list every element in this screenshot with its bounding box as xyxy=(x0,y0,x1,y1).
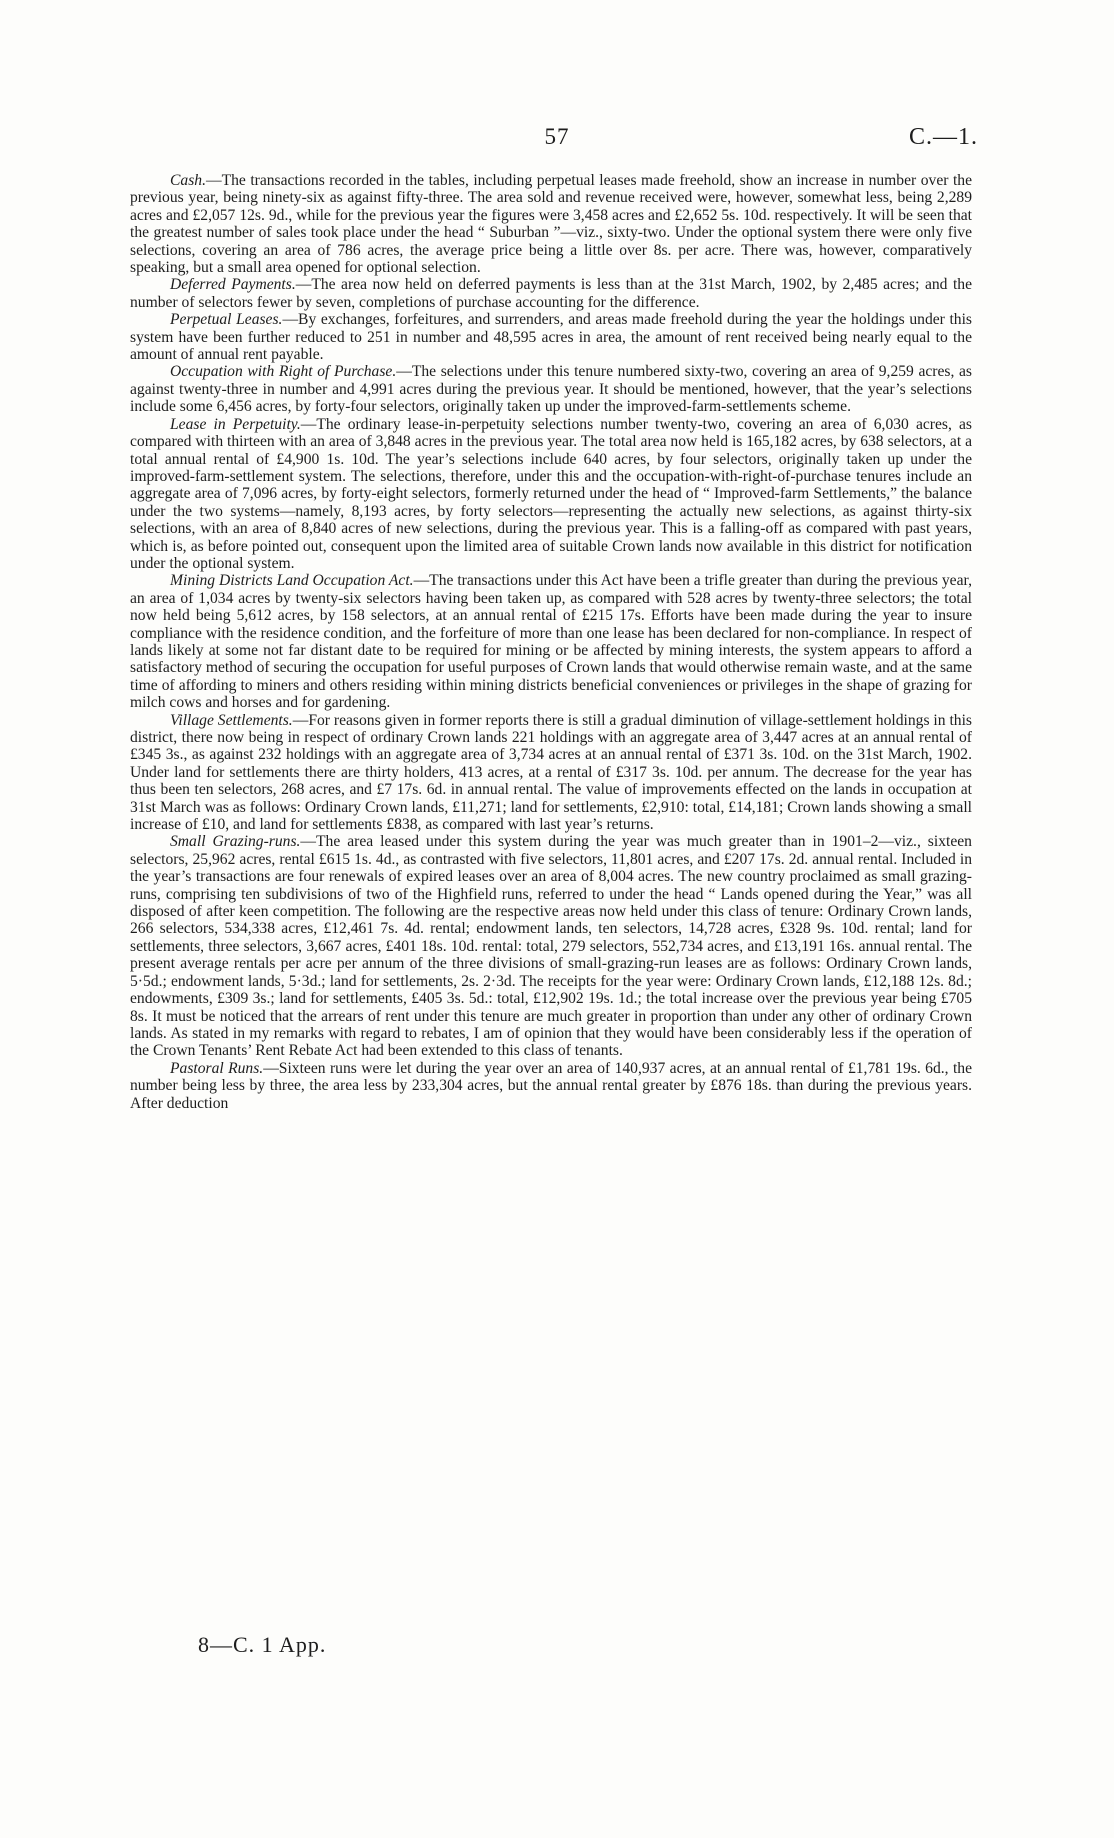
paragraph-heading: Mining Districts Land Occupation Act. xyxy=(170,572,414,590)
paragraph-heading: Deferred Payments. xyxy=(170,276,296,294)
paragraph-text: —The area leased under this system during the year was much greater than in 1901–2—viz., sixteen selectors, 25,962 acres, rental £615 1s. 4d., as contrasted with five selectors, 11,801 acres, and £207 17s. 2d. annual rental. Included in the year’s transactions are four renewals of expired leases over an area of 8,004 acres. The new country proclaimed as small grazing-runs, comprising ten subdivisions of two of the Highfield runs, referred to under the head “ Lands opened during the Year,” was all disposed of after keen competition. The following are the respective areas now held under this class of tenure: Ordinary Crown lands, 266 selectors, 534,338 acres, £12,461 7s. 4d. rental; endowment lands, ten selectors, 14,728 acres, £328 9s. 10d. rental; land for settlements, three selectors, 3,667 acres, £401 18s. 10d. rental: total, 279 selectors, 552,734 acres, and £13,191 16s. annual rental. The present average rentals per acre per annum of the three divisions of small-grazing-run leases are as follows: Ordinary Crown lands, 5·5d.; endowment lands, 5·3d.; land for settlements, 2s. 2·3d. The receipts for the year were: Ordinary Crown lands, £12,188 12s. 8d.; endowments, £309 3s.; land for settlements, £405 3s. 5d.: total, £12,902 19s. 1d.; the total increase over the previous year being £705 8s. It must be noticed that the arrears of rent under this tenure are much greater in proportion than under any other of ordinary Crown lands. As stated in my remarks with regard to rebates, I am of opinion that they would have been considerably less if the operation of the Crown Tenants’ Rent Rebate Act had been extended to this class of tenants. xyxy=(130,833,972,1060)
printer-signature-mark: 8—C. 1 App. xyxy=(198,1632,327,1657)
paragraph-heading: Small Grazing-runs. xyxy=(170,833,301,851)
paragraph-village-settlements xyxy=(130,712,972,834)
paragraph-small-grazing-runs xyxy=(130,833,972,1059)
paragraph-text: —By exchanges, forfeitures, and surrenders, and areas made freehold during the year the holdings under this system have been further reduced to 251 in number and 48,595 acres in area, the amount of rent received being nearly equal to the amount of annual rent payable. xyxy=(130,311,972,364)
paragraph-heading: Perpetual Leases. xyxy=(170,311,283,329)
paragraph-deferred-payments xyxy=(130,276,972,311)
paragraph-perpetual-leases xyxy=(130,311,972,363)
parliamentary-paper-reference: C.—1. xyxy=(908,124,978,150)
paragraph-text: —The area now held on deferred payments is less than at the 31st March, 1902, by 2,485 acres; and the number of selectors fewer by seven, completions of purchase accounting for the difference. xyxy=(130,276,972,311)
paragraph-heading: Lease in Perpetuity. xyxy=(170,415,301,433)
paragraph-heading: Occupation with Right of Purchase. xyxy=(170,363,397,381)
report-body xyxy=(130,172,972,1112)
page-number: 57 xyxy=(544,124,570,149)
paragraph-heading: Pastoral Runs. xyxy=(170,1059,264,1077)
paragraph-lease-in-perpetuity xyxy=(130,416,972,573)
paragraph-text: —The ordinary lease-in-perpetuity selections number twenty-two, covering an area of 6,030 acres, as compared with thirteen with an area of 3,848 acres in the previous year. The total area now held is 165,182 acres, by 638 selectors, at a total annual rental of £4,900 1s. 10d. The year’s selections include 640 acres, by four selectors, originally taken up under the improved-farm-settlement system. The selections, therefore, under this and the occupation-with-right-of-purchase tenures include an aggregate area of 7,096 acres, by forty-eight selectors, formerly returned under the head of “ Improved-farm Settlements,” the balance under the two systems—namely, 8,193 acres, by forty selectors—representing the actually new selections, as against thirty-six selections, with an area of 8,840 acres of new selections, during the previous year. This is a falling-off as compared with past years, which is, as before pointed out, consequent upon the limited area of suitable Crown lands now available in this district for notification under the optional system. xyxy=(130,415,972,572)
paragraph-heading: Cash. xyxy=(170,172,206,189)
paragraph-text: —The selections under this tenure numbered sixty-two, covering an area of 9,259 acres, as against twenty-three in number and 4,991 acres during the previous year. It should be mentioned, however, that the year’s selections include some 6,456 acres, by forty-four selectors, originally taken up under the improved-farm-settlements scheme. xyxy=(130,363,972,416)
paragraph-heading: Village Settlements. xyxy=(170,711,293,729)
paragraph-pastoral-runs xyxy=(130,1060,972,1112)
paragraph-occupation-right-of-purchase xyxy=(130,363,972,415)
paragraph-text: —The transactions recorded in the tables, including perpetual leases made freehold, show an increase in number over the previous year, being ninety-six as against fifty-three. The area sold and revenue received were, however, somewhat less, being 2,289 acres and £2,057 12s. 9d., while for the previous year the figures were 3,458 acres and £2,652 5s. 10d. respectively. It will be seen that the greatest number of sales took place under the head “ Suburban ”—viz., sixty-two. Under the optional system there were only five selections, covering an area of 786 acres, the average price being a little over 8s. per acre. There was, however, comparatively speaking, but a small area opened for optional selection. xyxy=(130,172,972,277)
paragraph-cash xyxy=(130,172,972,276)
paragraph-text: —The transactions under this Act have been a trifle greater than during the previous year, an area of 1,034 acres by twenty-six selectors having been taken up, as compared with 528 acres by twenty-three selectors; the total now held being 5,612 acres, by 158 selectors, at an annual rental of £215 17s. Efforts have been made during the year to insure compliance with the residence condition, and the forfeiture of more than one lease has been declared for non-compliance. In respect of lands likely at some not far distant date to be required for mining or be affected by mining interests, the system appears to afford a satisfactory method of securing the occupation for useful purposes of Crown lands that would otherwise remain waste, and at the same time of affording to miners and others residing within mining districts beneficial conveniences or privileges in the shape of grazing for milch cows and horses and for gardening. xyxy=(130,572,972,712)
paragraph-text: —Sixteen runs were let during the year over an area of 140,937 acres, at an annual rental of £1,781 19s. 6d., the number being less by three, the area less by 233,304 acres, but the annual rental greater by £876 18s. than during the previous years. After deduction xyxy=(130,1059,973,1112)
paragraph-mining-districts xyxy=(130,572,972,711)
paragraph-text: —For reasons given in former reports there is still a gradual diminution of village-settlement holdings in this district, there now being in respect of ordinary Crown lands 221 holdings with an aggregate area of 3,447 acres at an annual rental of £345 3s., as against 232 holdings with an aggregate area of 3,734 acres at an annual rental of £371 3s. 10d. on the 31st March, 1902. Under land for settlements there are thirty holders, 413 acres, at a rental of £317 3s. 10d. per annum. The decrease for the year has thus been ten selectors, 268 acres, and £7 17s. 6d. in annual rental. The value of improvements effected on the lands in occupation at 31st March was as follows: Ordinary Crown lands, £11,271; land for settlements, £2,910: total, £14,181; Crown lands showing a small increase of £10, and land for settlements £838, as compared with last year’s returns. xyxy=(130,711,972,834)
